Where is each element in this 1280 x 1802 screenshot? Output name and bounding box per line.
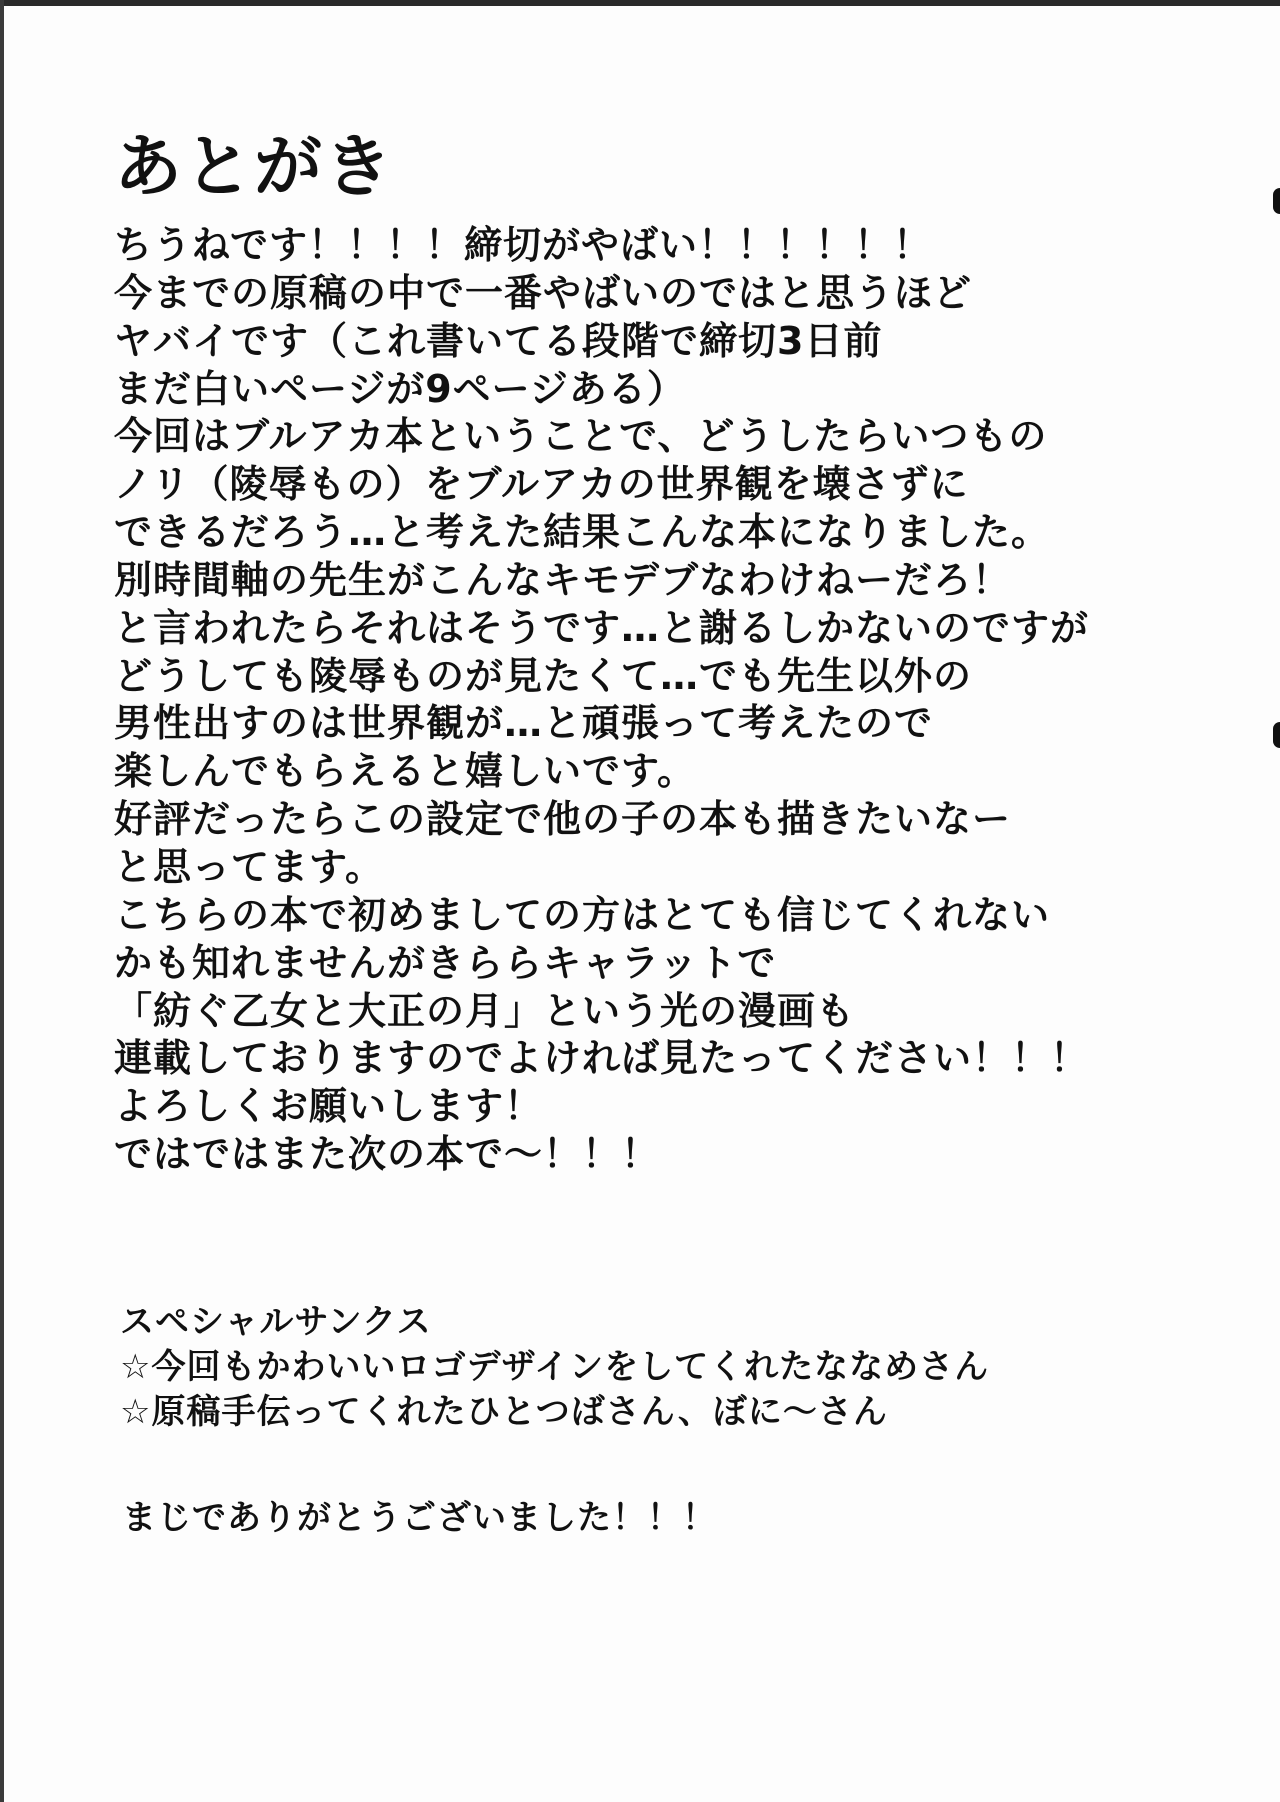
body-line: ちうねです！！！！締切がやばい！！！！！！ <box>114 223 933 267</box>
special-thanks <box>120 1300 989 1435</box>
body-line: かも知れませんがきららキャラットで <box>114 940 777 985</box>
body-line: と言われたらそれはそうです…と謝るしかないのですが <box>114 605 1090 650</box>
body-line: ではではまた次の本で〜！！！ <box>114 1132 661 1177</box>
body-line: 楽しんでもらえると嬉しいです。 <box>114 749 696 794</box>
body-line: と思ってます。 <box>114 844 384 889</box>
scan-edge-left <box>0 0 4 1802</box>
special-thanks-item: ☆今回もかわいいロゴデザインをしてくれたななめさん <box>120 1347 990 1387</box>
body-line: 別時間軸の先生がこんなキモデブなわけねーだろ！ <box>114 557 1012 602</box>
binding-mark <box>1273 722 1280 748</box>
body-line: どうしても陵辱ものが見たくて…でも先生以外の <box>114 653 973 698</box>
body-line: こちらの本で初めましての方はとても信じてくれない <box>114 892 1051 937</box>
body-line: 連載しておりますのでよければ見たってください！！！ <box>114 1036 1090 1081</box>
scan-edge-top <box>0 0 1280 6</box>
body-line: 男性出すのは世界観が…と頑張って考えたので <box>114 701 934 746</box>
body-line: できるだろう…と考えた結果こんな本になりました。 <box>114 510 1051 555</box>
body-line: 今までの原稿の中で一番やばいのではと思うほど <box>114 270 973 315</box>
page-title: あとがき <box>114 128 395 207</box>
body-line: ノリ（陵辱もの）をブルアカの世界観を壊さずに <box>114 462 969 507</box>
special-thanks-item: ☆原稿手伝ってくれたひとつばさん、ぼに〜さん <box>120 1392 888 1432</box>
body-line: よろしくお願いします！ <box>114 1084 544 1129</box>
body-line: まだ白いページが9ページある） <box>114 366 686 411</box>
body-line: 好評だったらこの設定で他の子の本も描きたいなー <box>114 797 1012 842</box>
binding-mark <box>1273 188 1280 214</box>
closing-line: まじでありがとうございました！！！ <box>122 1498 717 1538</box>
body-line: 「紡ぐ乙女と大正の月」という光の漫画も <box>114 988 856 1033</box>
afterword-body <box>114 222 1089 1179</box>
special-thanks-heading: スペシャルサンクス <box>120 1302 432 1342</box>
body-line: 今回はブルアカ本ということで、どうしたらいつもの <box>114 414 1048 459</box>
body-line: ヤバイです（これ書いてる段階で締切3日前 <box>114 318 883 363</box>
